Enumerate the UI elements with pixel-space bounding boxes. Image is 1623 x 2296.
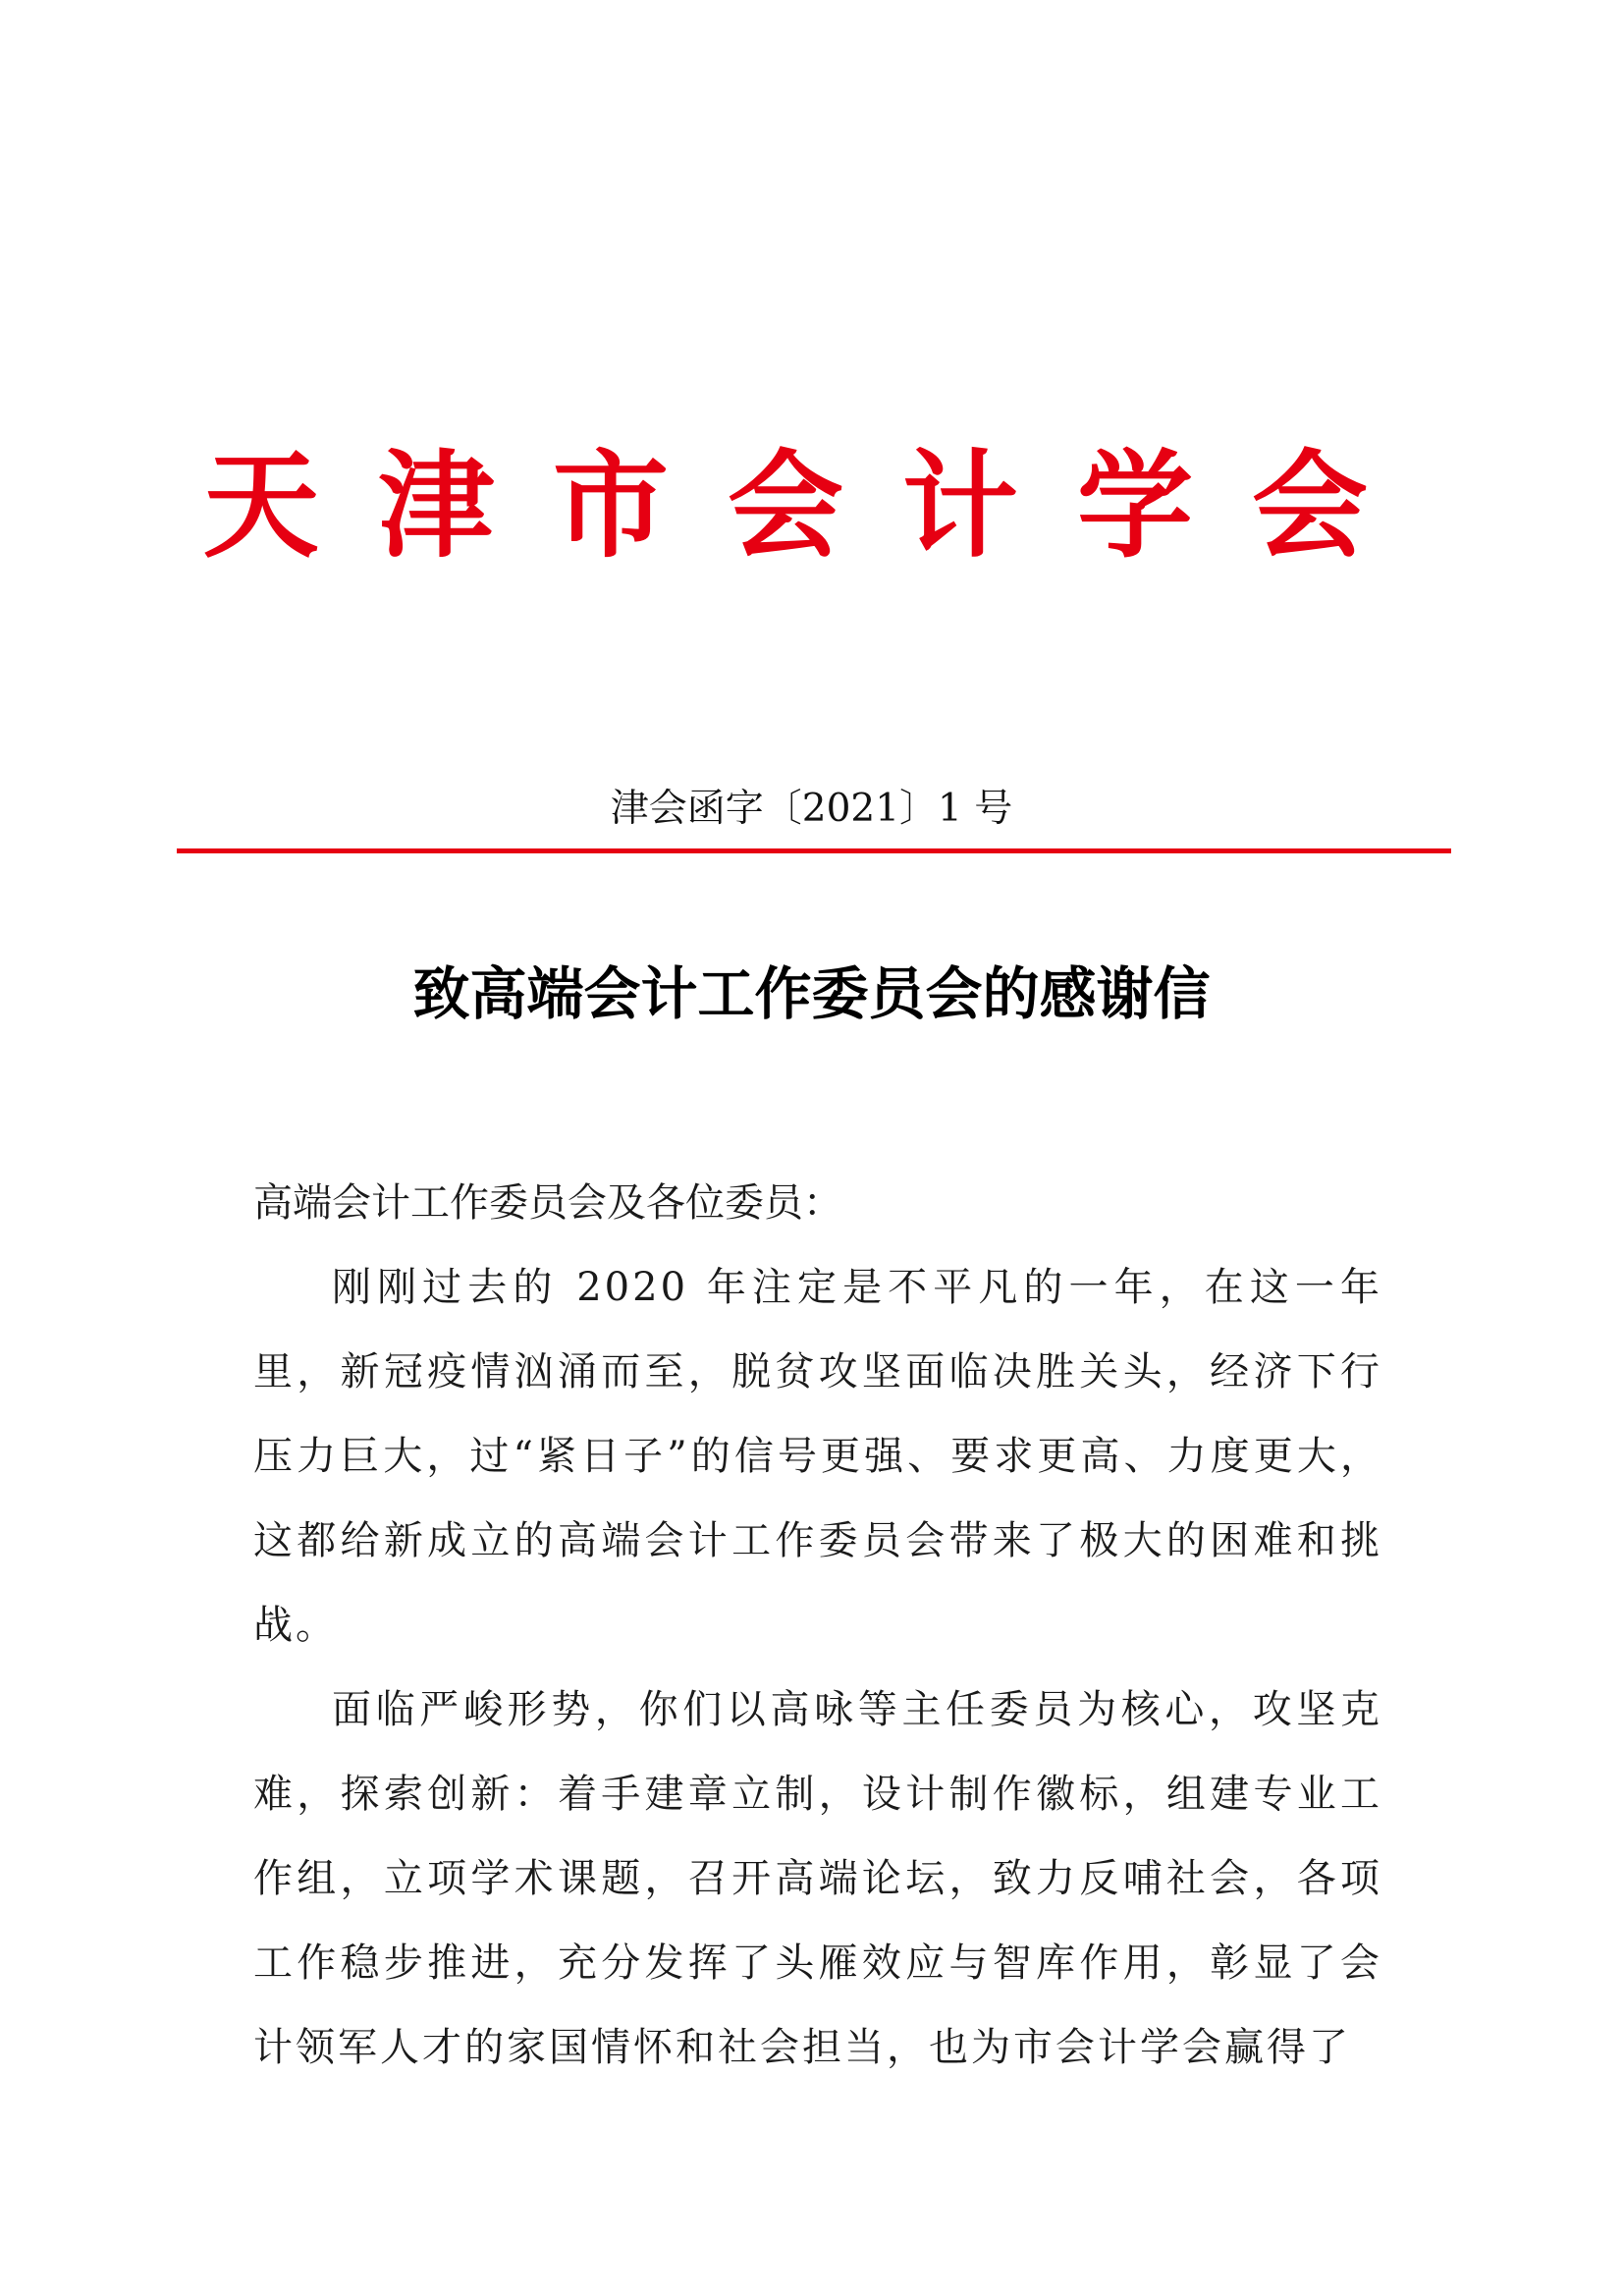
letter-title: 致高端会计工作委员会的感谢信: [412, 960, 1211, 1027]
letter-body: [253, 1161, 1382, 2090]
letter-paragraph: 面临严峻形势，你们以高咏等主任委员为核心，攻坚克难，探索创新：着手建章立制，设计制作徽标，组建专业工作组，立项学术课题，召开高端论坛，致力反哺社会，各项工作稳步推进，充分发挥了头雁效应与智库作用，彰显了会计领军人才的家国情怀和社会担当，也为市会计学会赢得了: [253, 1687, 1382, 2070]
document-number: 津会函字〔2021〕1 号: [610, 787, 1013, 831]
letter-salutation: 高端会计工作委员会及各位委员：: [253, 1180, 842, 1226]
letter-paragraph: 刚刚过去的 2020 年注定是不平凡的一年，在这一年里，新冠疫情汹涌而至，脱贫攻坚面临决胜关头，经济下行压力巨大，过“紧日子”的信号更强、要求更高、力度更大，这都给新成立的高端会计工作委员会带来了极大的困难和挑战。: [253, 1265, 1382, 1648]
masthead-org-name: 天津市会计学会: [202, 437, 1427, 574]
red-divider-rule: [177, 848, 1451, 853]
